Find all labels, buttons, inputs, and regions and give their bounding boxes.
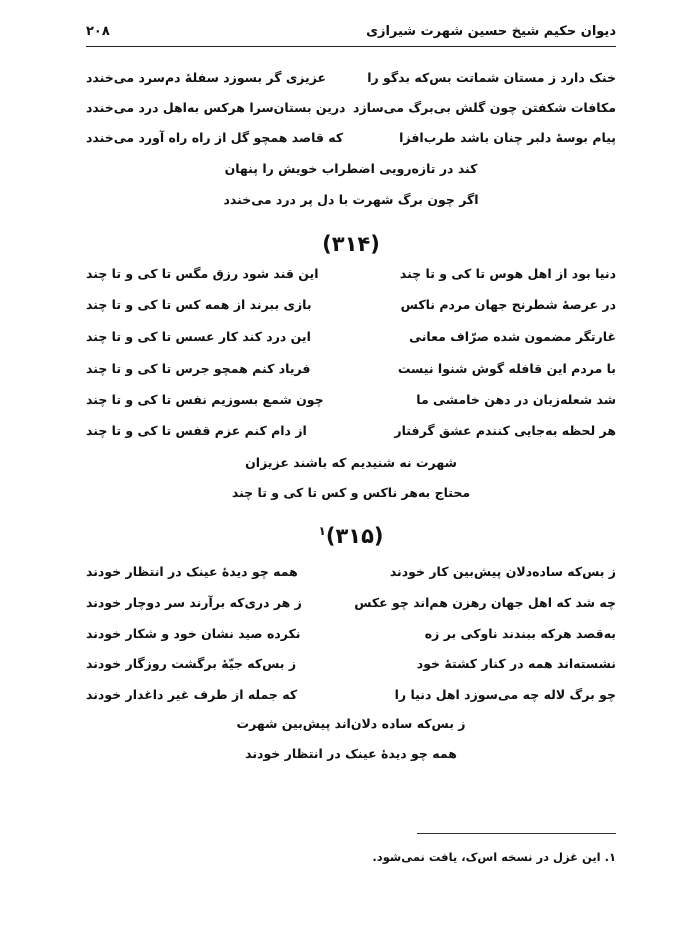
couplet (86, 266, 616, 288)
second-hemistich: فریاد کنم همچو جرس تا کی و تا چند (86, 361, 311, 376)
first-hemistich: چو برگ لاله چه می‌سوزد اهل دنیا را (394, 687, 616, 702)
header-title: دیوان حکیم شیخ حسین شهرت شیرازی (366, 24, 616, 39)
final-couplet-line: شهرت نه شنیدیم که باشند عزیزان (245, 455, 457, 470)
couplet (86, 361, 616, 383)
footnote-text: ۱. این غزل در نسخه اس‌ک، یافت نمی‌شود. (372, 850, 616, 864)
couplet (86, 595, 616, 617)
second-hemistich: بازی ببرند از همه کس تا کی و تا چند (86, 297, 312, 312)
final-couplet-line: همه چو دیدهٔ عینک در انتظار خودند (245, 746, 457, 761)
couplet (86, 626, 616, 648)
second-hemistich: که جمله از طرف غیر داغدار خودند (86, 687, 298, 702)
couplet (86, 297, 616, 319)
second-hemistich: که قاصد همچو گل از راه راه آورد می‌خندد (86, 130, 344, 145)
couplet (86, 130, 616, 152)
ghazal-number: (۳۱۵) (325, 524, 384, 548)
footnote-marker: ۱ (318, 524, 326, 538)
final-couplet-line: اگر چون برگ شهرت با دل پر درد می‌خندد (223, 192, 479, 207)
second-hemistich: ز بس‌که جیّهٔ برگشت روزگار خودند (86, 656, 297, 671)
couplet (86, 687, 616, 709)
header-rule (86, 46, 616, 47)
final-couplet-line: کند در تازه‌رویی اضطراب خویش را پنهان (224, 161, 478, 176)
footnote-rule (417, 833, 616, 834)
couplet (86, 564, 616, 586)
ghazal-number: (۳۱۴) (322, 232, 380, 256)
first-hemistich: چه شد که اهل جهان رهزن هم‌اند چو عکس (354, 595, 616, 610)
first-hemistich: نشسته‌اند همه در کنار کشتهٔ خود (416, 656, 616, 671)
second-hemistich: درین بستان‌سرا هرکس به‌اهل درد می‌خندد (86, 100, 346, 115)
second-hemistich: ز هر دری‌که برآرند سر دوچار خودند (86, 595, 302, 610)
second-hemistich: عزیزی گر بسوزد سفلهٔ دم‌سرد می‌خندد (86, 70, 327, 85)
second-hemistich: این درد کند کار عسس تا کی و تا چند (86, 329, 311, 344)
couplet (86, 329, 616, 351)
first-hemistich: پیام بوسهٔ دلبر چنان باشد طرب‌افزا (399, 130, 616, 145)
first-hemistich: به‌قصد هرکه ببندند ناوکی بر زه (424, 626, 616, 641)
second-hemistich: چون شمع بسوزیم نفس تا کی و تا چند (86, 392, 324, 407)
running-header (86, 20, 616, 46)
couplet (86, 100, 616, 122)
second-hemistich: نکرده صید نشان خود و شکار خودند (86, 626, 301, 641)
final-couplet-line: محتاج به‌هر ناکس و کس تا کی و تا چند (231, 485, 471, 500)
second-hemistich: این قند شود رزق مگس تا کی و تا چند (86, 266, 319, 281)
first-hemistich: خنک دارد ز مستان شماتت بس‌که بدگو را (367, 70, 616, 85)
first-hemistich: دنیا بود از اهل هوس تا کی و تا چند (399, 266, 616, 281)
first-hemistich: هر لحظه به‌جایی کنندم عشق گرفتار (394, 423, 616, 438)
first-hemistich: در عرصهٔ شطرنج جهان مردم ناکس (400, 297, 616, 312)
first-hemistich: ز بس‌که ساده‌دلان پیش‌بین کار خودند (389, 564, 616, 579)
second-hemistich: همه چو دیدهٔ عینک در انتظار خودند (86, 564, 298, 579)
couplet (86, 423, 616, 445)
first-hemistich: مکافات شکفتن چون گلش بی‌برگ می‌سازد (353, 100, 616, 115)
first-hemistich: شد شعله‌زبان در دهن خامشی ما (416, 392, 616, 407)
second-hemistich: از دام کنم عزم قفس تا کی و تا چند (86, 423, 307, 438)
couplet (86, 70, 616, 92)
ghazal-heading (86, 524, 616, 548)
first-hemistich: با مردم این قافله گوش شنوا نیست (397, 361, 616, 376)
first-hemistich: غارتگر مضمون شده صرّاف معانی (409, 329, 616, 344)
page-number: ۲۰۸ (86, 24, 110, 39)
final-couplet-line: ز بس‌که ساده دلان‌اند پیش‌بین شهرت (236, 716, 466, 731)
couplet (86, 392, 616, 414)
couplet (86, 656, 616, 678)
